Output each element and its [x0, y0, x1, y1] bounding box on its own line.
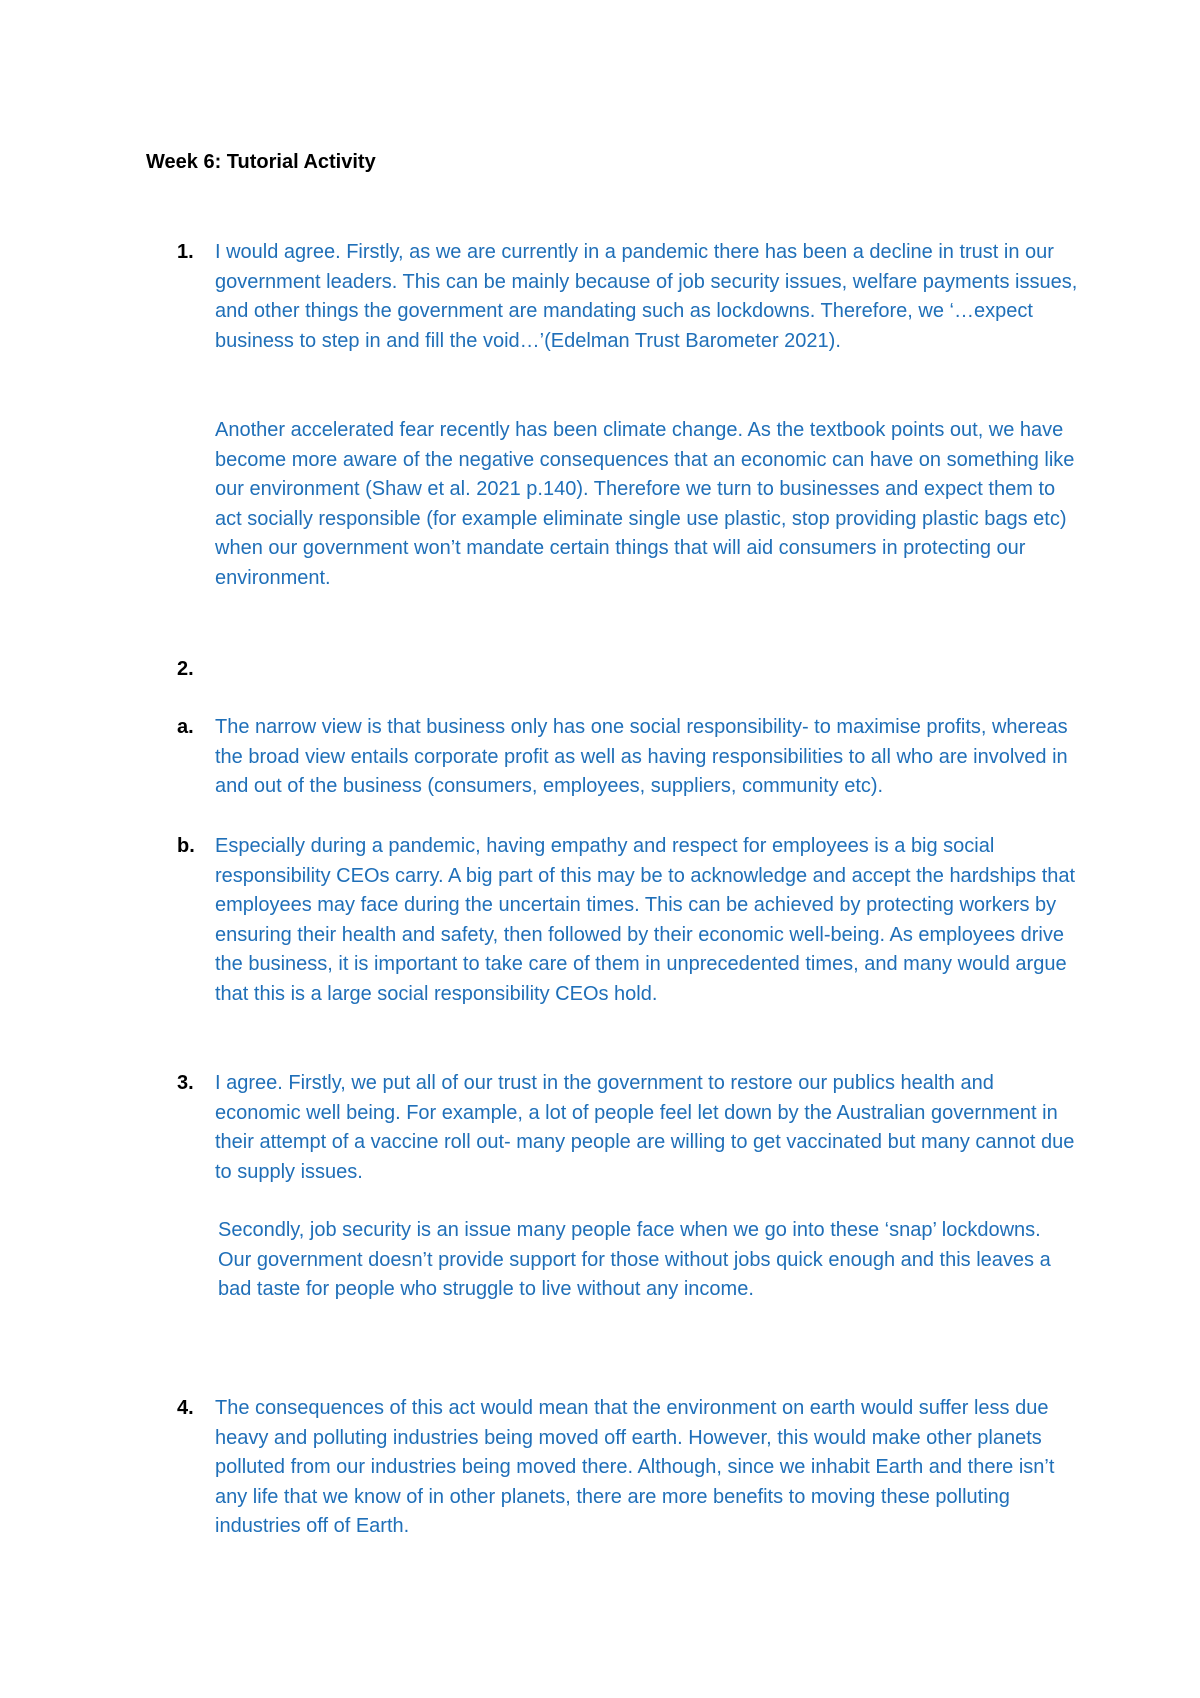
answer-2b [177, 832, 1085, 1009]
answer-2a-text: The narrow view is that business only has one social responsibility- to maximise profits, whereas the broad view entails corporate profit as well as having responsibilities to all who are involved in and out of the business (consumers, employees, suppliers, community etc). [215, 716, 1068, 797]
answer-3-paragraph-2: Secondly, job security is an issue many people face when we go into these ‘snap’ lockdowns. Our government doesn’t provide support for those without jobs quick enough and this leaves a bad taste for people who struggle to live without any income. [218, 1219, 1051, 1300]
answer-4-text: The consequences of this act would mean that the environment on earth would suffer less due heavy and polluting industries being moved off earth. However, this would make other planets polluted from our industries being moved there. Although, since we inhabit Earth and there isn’t any life that we know of in other planets, there are more benefits to moving these polluting industries off of Earth. [215, 1397, 1055, 1537]
answer-1-continued [215, 416, 1085, 593]
answer-2a-letter: a. [177, 716, 194, 738]
answer-4 [177, 1394, 1085, 1542]
answer-3-continued [218, 1216, 1078, 1305]
answer-3-number: 3. [177, 1072, 194, 1094]
answer-1-paragraph-2: Another accelerated fear recently has been climate change. As the textbook points out, we have become more aware of the negative consequences that an economic can have on something like our environment (Shaw et al. 2021 p.140). Therefore we turn to businesses and expect them to act socially responsible (for example eliminate single use plastic, stop providing plastic bags etc) when our government won’t mandate certain things that will aid consumers in protecting our environment. [215, 419, 1075, 589]
answer-2b-letter: b. [177, 835, 195, 857]
answer-3-paragraph-1: I agree. Firstly, we put all of our trust in the government to restore our publics health and economic well being. For example, a lot of people feel let down by the Australian government in their attempt of a vaccine roll out- many people are willing to get vaccinated but many cannot due to supply issues. [215, 1072, 1075, 1183]
answer-3 [177, 1069, 1085, 1187]
document-title: Week 6: Tutorial Activity [146, 151, 376, 173]
answer-4-number: 4. [177, 1397, 194, 1419]
answer-2b-text: Especially during a pandemic, having empathy and respect for employees is a big social responsibility CEOs carry. A big part of this may be to acknowledge and accept the hardships that employees may face during the uncertain times. This can be achieved by protecting workers by ensuring their health and safety, then followed by their economic well-being. As employees drive the business, it is important to take care of them in unprecedented times, and many would argue that this is a large social responsibility CEOs hold. [215, 835, 1076, 1005]
answer-1 [177, 238, 1085, 356]
answer-1-paragraph-1: I would agree. Firstly, as we are currently in a pandemic there has been a decline in trust in our government leaders. This can be mainly because of job security issues, welfare payments issues, and other things the government are mandating such as lockdowns. Therefore, we ‘…expect business to step in and fill the void…’(Edelman Trust Barometer 2021). [215, 241, 1078, 352]
answer-1-number: 1. [177, 241, 194, 263]
answer-2a [177, 713, 1085, 802]
answer-2-number: 2. [177, 658, 194, 680]
